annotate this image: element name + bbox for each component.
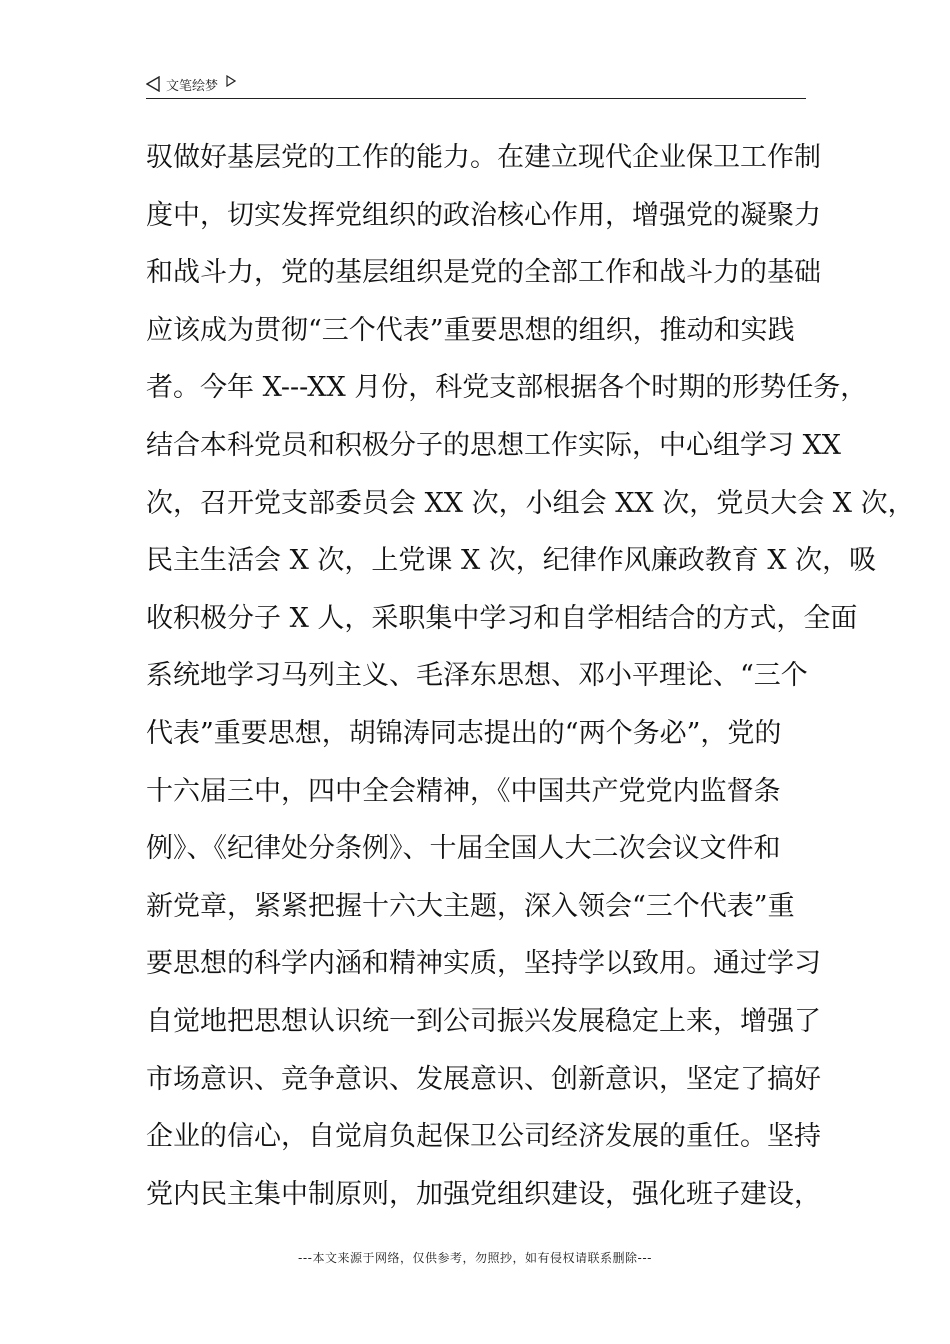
body-line: 民主生活会 X 次，上党课 X 次，纪律作风廉政教育 X 次，吸 — [146, 545, 877, 577]
body-line: 十六届三中，四中全会精神，《中国共产党党内监督条 — [146, 775, 781, 807]
body-line: 驭做好基层党的工作的能力。在建立现代企业保卫工作制 — [146, 142, 821, 173]
page-header — [146, 74, 806, 99]
body-line: 代表”重要思想，胡锦涛同志提出的“两个务必”，党的 — [146, 717, 782, 749]
body-line: 结合本科党员和积极分子的思想工作实际，中心组学习 XX — [146, 429, 842, 461]
body-line: 系统地学习马列主义、毛泽东思想、邓小平理论、“三个 — [146, 660, 808, 692]
document-body — [146, 129, 915, 1223]
body-line: 要思想的科学内涵和精神实质，坚持学以致用。通过学习 — [146, 948, 821, 980]
body-line: 和战斗力，党的基层组织是党的全部工作和战斗力的基础 — [146, 257, 821, 289]
body-line: 党内民主集中制原则，加强党组织建设，强化班子建设， — [146, 1178, 821, 1210]
triangle-left-icon — [146, 76, 160, 92]
body-line: 收积极分子 X 人，采职集中学习和自学相结合的方式，全面 — [146, 602, 858, 634]
body-line: 应该成为贯彻“三个代表”重要思想的组织，推动和实践 — [146, 314, 795, 346]
body-line: 度中，切实发挥党组织的政治核心作用，增强党的凝聚力 — [146, 199, 821, 231]
body-line: 企业的信心，自觉肩负起保卫公司经济发展的重任。坚持 — [146, 1121, 821, 1153]
body-line: 例》、《纪律处分条例》、十届全国人大二次会议文件和 — [146, 833, 781, 865]
body-line: 市场意识、竞争意识、发展意识、创新意识，坚定了搞好 — [146, 1063, 821, 1095]
page-footer-disclaimer: ---本文来源于网络，仅供参考，勿照抄，如有侵权请联系删除--- — [298, 1251, 652, 1265]
header-title: 文笔绘梦 — [166, 78, 219, 94]
body-line: 新党章，紧紧把握十六大主题，深入领会“三个代表”重 — [146, 890, 795, 922]
body-line: 次，召开党支部委员会 XX 次，小组会 XX 次，党员大会 X 次， — [146, 487, 915, 519]
header-title-group — [146, 74, 236, 94]
body-line: 自觉地把思想认识统一到公司振兴发展稳定上来，增强了 — [146, 1005, 821, 1037]
body-line: 者。今年 X---XX 月份，科党支部根据各个时期的形势任务， — [146, 372, 868, 404]
triangle-right-icon — [226, 75, 236, 87]
